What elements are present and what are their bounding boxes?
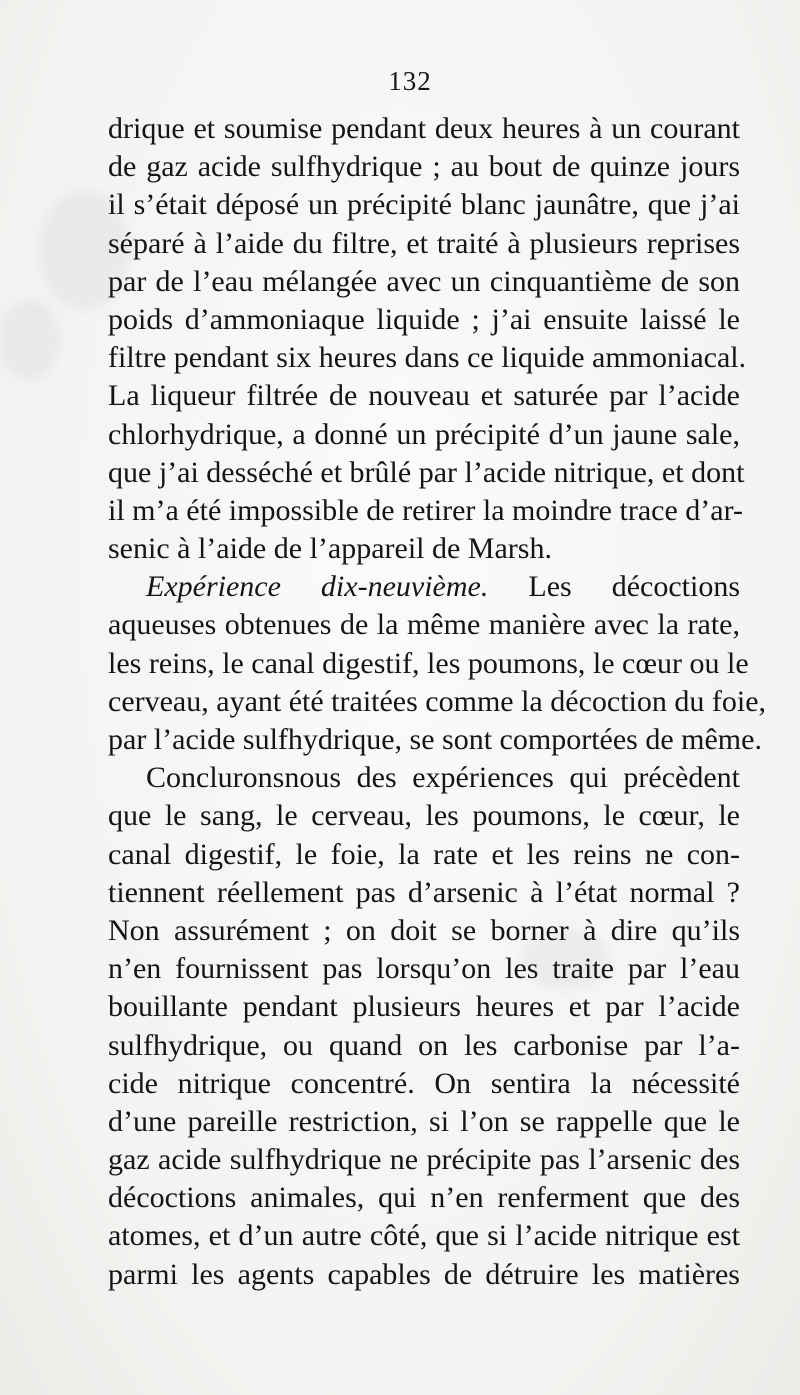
line-text: d’une pareille restriction, si l’on se rappelle que le: [108, 1104, 740, 1138]
line-text: gaz acide sulfhydrique ne précipite pas l’arsenic des: [108, 1143, 740, 1177]
line-text: chlorhydrique, a donné un précipité d’un jaune sale,: [108, 417, 740, 451]
line-text: La liqueur filtrée de nouveau et saturée par l’acide: [108, 379, 740, 413]
text-line: [108, 492, 743, 530]
line-text: cide nitrique concentré. On sentira la nécessité: [108, 1066, 740, 1100]
text-line: [108, 950, 740, 988]
text-line: [108, 110, 740, 148]
line-text: parmi les agents capables de détruire les matières: [108, 1257, 740, 1291]
text-line: [108, 186, 740, 224]
line-text: Concluronsnous des expériences qui précèdent: [146, 761, 740, 795]
text-line: [108, 874, 740, 912]
line-text: atomes, et d’un autre côté, que si l’acide nitrique est: [108, 1219, 740, 1253]
line-text: par de l’eau mélangée avec un cinquantième de son: [108, 264, 740, 298]
line-text: cerveau, ayant été traitées comme la décoction du foie,: [108, 684, 767, 718]
line-text: par l’acide sulfhydrique, se sont comportées de même.: [108, 723, 762, 756]
text-line: [108, 797, 740, 835]
text-line: [108, 645, 749, 683]
paper-stain: [0, 300, 60, 380]
line-text: les reins, le canal digestif, les poumons, le cœur ou le: [108, 646, 749, 680]
line-text: il m’a été impossible de retirer la moindre trace d’ar-: [108, 493, 743, 527]
line-text: canal digestif, le foie, la rate et les reins ne con-: [108, 837, 740, 871]
text-line: [108, 568, 740, 606]
line-text: filtre pendant six heures dans ce liquide ammoniacal.: [108, 341, 747, 375]
text-line: [108, 721, 762, 759]
line-text: drique et soumise pendant deux heures à un courant: [108, 112, 740, 145]
line-text: que j’ai desséché et brûlé par l’acide nitrique, et dont: [108, 455, 745, 489]
line-text: senic à l’aide de l’appareil de Marsh.: [108, 532, 552, 566]
line-text: poids d’ammoniaque liquide ; j’ai ensuite laissé le: [108, 302, 740, 336]
line-text: décoctions animales, qui n’en renferment que des: [108, 1181, 740, 1215]
italic-heading: Expérience dix-neuvième.: [146, 570, 489, 604]
text-line: [108, 339, 747, 377]
line-text: de gaz acide sulfhydrique ; au bout de quinze jours: [108, 150, 740, 184]
text-line: [108, 1027, 740, 1065]
line-text: sulfhydrique, ou quand on les carbonise par l’a-: [108, 1028, 740, 1062]
text-line: [108, 1179, 740, 1217]
body-text: [108, 110, 767, 1294]
line-text: aqueuses obtenues de la même manière avec la rate,: [108, 608, 740, 642]
text-line: [108, 148, 740, 186]
page-number: 132: [388, 66, 432, 96]
line-text: bouillante pendant plusieurs heures et par l’acide: [108, 990, 740, 1024]
line-text: que le sang, le cerveau, les poumons, le cœur, le: [108, 799, 740, 833]
text-line: [108, 759, 740, 797]
text-line: [108, 1141, 740, 1179]
line-text: Les décoctions: [488, 570, 740, 604]
text-line: [108, 377, 740, 415]
text-line: [108, 530, 740, 568]
text-line: [108, 225, 740, 263]
text-line: [108, 1065, 740, 1103]
text-line: [108, 988, 740, 1026]
text-line: [108, 1256, 740, 1294]
line-text: tiennent réellement pas d’arsenic à l’état normal ?: [108, 875, 740, 909]
text-line: [108, 912, 740, 950]
text-line: [108, 683, 767, 721]
text-line: [108, 301, 740, 339]
text-line: [108, 454, 745, 492]
line-text: Non assurément ; on doit se borner à dire qu’ils: [108, 913, 740, 947]
text-line: [108, 1217, 740, 1255]
line-text: il s’était déposé un précipité blanc jaunâtre, que j’ai: [108, 188, 740, 222]
line-text: n’en fournissent pas lorsqu’on les traite par l’eau: [108, 952, 740, 986]
text-line: [108, 1103, 740, 1141]
text-line: [108, 836, 740, 874]
line-text: séparé à l’aide du filtre, et traité à plusieurs reprises: [108, 226, 740, 260]
text-line: [108, 263, 740, 301]
text-line: [108, 416, 740, 454]
text-line: [108, 606, 740, 644]
